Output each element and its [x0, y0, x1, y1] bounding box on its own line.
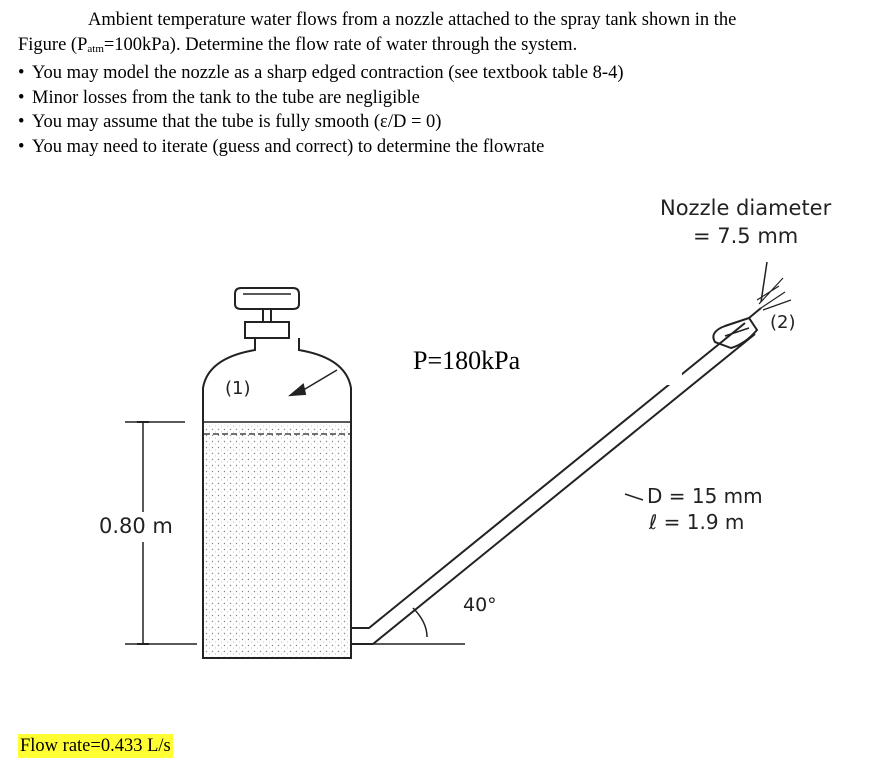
height-label: 0.80 m [99, 514, 173, 538]
point-1-label: (1) [225, 378, 251, 399]
nozzle-diameter-label: Nozzle diameter [660, 196, 832, 220]
tube-diameter-label: D = 15 mm [647, 484, 763, 508]
bullet-icon: • [18, 112, 25, 132]
angle-label: 40° [463, 594, 497, 616]
problem-statement [18, 8, 880, 159]
point-2-label: (2) [770, 312, 796, 333]
pressure-label: P=180kPa [397, 337, 682, 385]
flow-rate-answer: Flow rate=0.433 L/s [20, 736, 171, 756]
assumption-text: You may assume that the tube is fully smooth (ε/D = 0) [32, 112, 442, 132]
spray-tank-figure [85, 182, 875, 682]
angle-arc [413, 608, 427, 637]
assumption-item [18, 61, 880, 86]
diameter-arrow [625, 494, 643, 500]
problem-intro-line2 [18, 33, 880, 62]
bullet-icon: • [18, 63, 25, 83]
tank-water [204, 424, 350, 657]
bullet-icon: • [18, 87, 25, 108]
tank-handle [235, 288, 299, 309]
atm-pressure-prefix: Figure (P [18, 34, 88, 55]
assumption-item [18, 86, 880, 111]
tank-cap [245, 322, 289, 338]
tube-length-label: ℓ = 1.9 m [649, 510, 745, 534]
pressure-arrowhead [291, 385, 305, 395]
assumption-item [18, 110, 880, 135]
problem-intro-line1: Ambient temperature water flows from a nozzle attached to the spray tank shown in the [88, 10, 737, 30]
pressure-leader [300, 370, 337, 392]
assumption-text: Minor losses from the tank to the tube are negligible [32, 87, 420, 108]
nozzle-diameter-value: = 7.5 mm [693, 224, 799, 248]
atm-pressure-suffix: =100kPa). Determine the flow rate of water through the system. [103, 34, 578, 55]
assumption-list [18, 61, 880, 159]
assumption-text: You may need to iterate (guess and correct) to determine the flowrate [32, 136, 545, 157]
atm-subscript: atm [87, 42, 104, 55]
assumption-item [18, 135, 880, 160]
bullet-icon: • [18, 136, 25, 157]
assumption-text: You may model the nozzle as a sharp edged contraction (see textbook table 8-4) [32, 63, 624, 83]
